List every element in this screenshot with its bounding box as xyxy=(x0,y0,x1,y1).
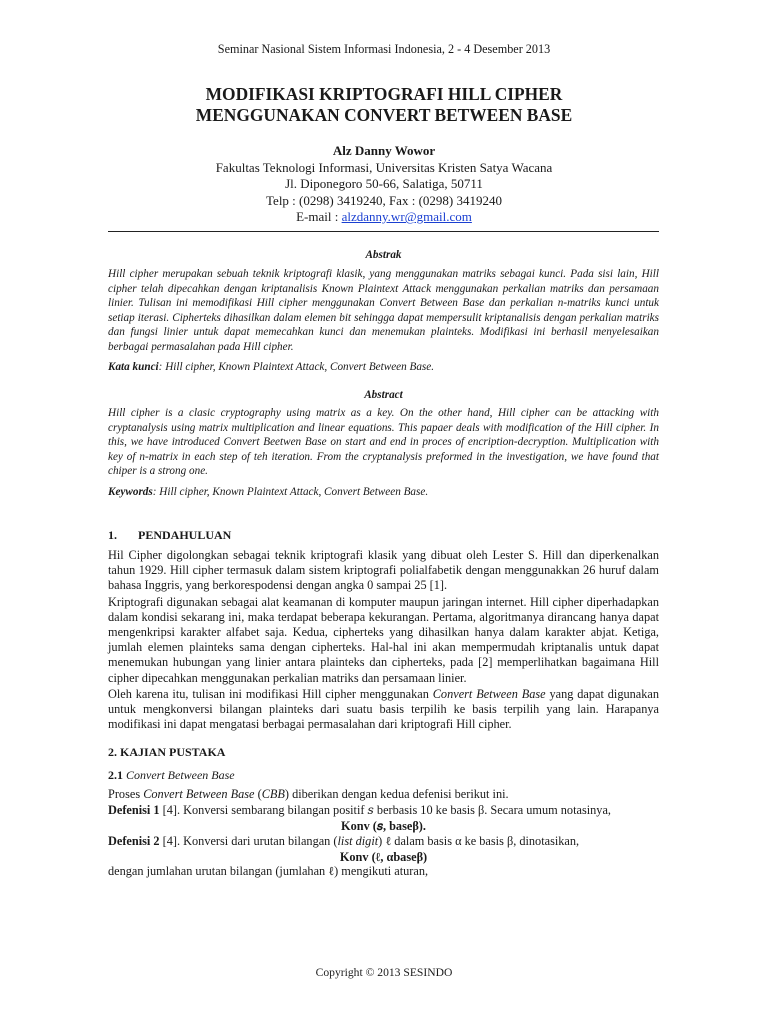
author-affiliation: Fakultas Teknologi Informasi, Universitas Kristen Satya Wacana xyxy=(215,159,553,175)
intro-paren: ( xyxy=(254,787,262,801)
summation-rule-line: dengan jumlahan urutan bilangan (jumlahan ℓ) mengikuti aturan, xyxy=(108,864,429,878)
copyright-footer: Copyright © 2013 SESINDO xyxy=(315,966,453,979)
paper-title xyxy=(0,84,768,126)
paragraph-3-end: yang dapat digunakan untuk mengkonversi bilangan plainteks dari suatu basis terpilih ke basis terpilih yang lain. Harapanya modifikasi ini dapat mengatasi berbagai permasalahan dari kriptografi Hill cipher. xyxy=(108,686,659,732)
abstrak-heading: Abstrak xyxy=(365,249,402,261)
intro-term: Convert Between Base xyxy=(143,787,255,801)
definition-1-formula: Konv (𝑠, baseβ). xyxy=(341,819,426,833)
author-name: Alz Danny Wowor xyxy=(332,143,436,158)
definition-2-formula: Konv (ℓ, αbaseβ) xyxy=(339,850,428,864)
abstrak-text: Hill cipher merupakan sebuah teknik kriptografi klasik, yang menggunakan matriks sebagai kunci. Pada sisi lain, Hill cipher telah dipecahkan dengan kriptanalisis Known Plaintext Attack menggunakan perkalian matriks dan persamaan linier. Tulisan ini memodifikasi Hill cipher menggunakan Convert Between Base dan perkalian n-matriks kunci untuk setiap iterasi. Cipherteks dihasilkan dalam elemen bit sehingga dapat mempersulit kriptanalisis dengan perkalian matriks dan fungsi linier untuk dapat memecahkan kunci dan menemukan plainteks. Modifikasi ini berhasil menyelesaikan berbagai permasalahan pada Hill cipher. xyxy=(108,268,659,353)
subsection-2-1-heading xyxy=(108,768,235,783)
definition-1-text: [4]. Konversi sembarang bilangan positif 𝑠 berbasis 10 ke basis β. Secara umum notasinya, xyxy=(159,803,611,817)
email-label: E-mail : xyxy=(296,209,342,224)
kata-kunci-label: Kata kunci xyxy=(108,361,159,373)
author-block xyxy=(0,143,768,226)
paragraph-3-term: Convert Between Base xyxy=(432,686,546,701)
keywords-label: Keywords xyxy=(108,486,153,498)
keywords-text: : Hill cipher, Known Plaintext Attack, Convert Between Base. xyxy=(152,486,429,498)
running-header: Seminar Nasional Sistem Informasi Indonesia, 2 - 4 Desember 2013 xyxy=(217,42,551,56)
definition-2-text-b: ) ℓ dalam basis α ke basis β, dinotasikan, xyxy=(378,834,580,848)
intro-start: Proses xyxy=(108,787,144,801)
abstract-heading: Abstract xyxy=(364,389,403,401)
section-1-heading: 1. PENDAHULUAN xyxy=(108,528,232,542)
paragraph-3 xyxy=(108,687,659,733)
paragraph-1: Hil Cipher digolongkan sebagai teknik kriptografi klasik yang dibuat oleh Lester S. Hill dan diperkenalkan tahun 1929. Hill cipher termasuk dalam sistem kriptografi polialfabetik dengan menggunakkan 26 huruf dalam bahasa Inggris, yang berkorespodensi dengan angka 0 sampai 25 [1]. xyxy=(108,548,659,593)
title-line-1: MODIFIKASI KRIPTOGRAFI HILL CIPHER xyxy=(205,84,563,104)
definition-1 xyxy=(108,803,668,818)
paragraph-3-start: Oleh karena itu, tulisan ini modifikasi Hill cipher menggunakan xyxy=(108,686,433,701)
cbb-intro xyxy=(108,787,668,802)
definition-1-label: Defenisi 1 xyxy=(108,803,160,817)
email-link[interactable]: alzdanny.wr@gmail.com xyxy=(341,209,472,224)
definition-2-term: list digit xyxy=(337,834,379,848)
author-address: Jl. Diponegoro 50-66, Salatiga, 50711 xyxy=(285,176,483,191)
header-divider xyxy=(108,231,659,232)
keywords-line xyxy=(108,486,659,498)
author-email-line xyxy=(0,209,768,226)
abstract-text: Hill cipher is a clasic cryptography using matrix as a key. On the other hand, Hill cipher can be attacking with cryptanalysis using matrix multiplication and linear equations. This papaer deals with modification of the Hill cipher. In this, we have introduced Convert Beetwen Base on start and end in proces of encription-decryption. Multiplication with key of n-matrix in each step of teh iteration. From the cryptanalysis preformed in the investigation, we have found that chiper is a strong one. xyxy=(108,407,659,478)
section-2-heading: 2. KAJIAN PUSTAKA xyxy=(108,745,226,759)
definition-2-label: Defenisi 2 xyxy=(108,834,160,848)
intro-end: ) diberikan dengan kedua defenisi berikut ini. xyxy=(284,787,509,801)
author-phone: Telp : (0298) 3419240, Fax : (0298) 3419240 xyxy=(266,192,502,208)
title-line-2: MENGGUNAKAN CONVERT BETWEEN BASE xyxy=(195,105,573,125)
section-1-body xyxy=(108,548,659,733)
definition-2 xyxy=(108,834,668,849)
definition-2-text-a: [4]. Konversi dari urutan bilangan ( xyxy=(159,834,338,848)
kata-kunci-line xyxy=(108,361,659,373)
kata-kunci-text: : Hill cipher, Known Plaintext Attack, Convert Between Base. xyxy=(158,361,435,373)
subsection-number: 2.1 xyxy=(108,768,126,782)
paragraph-2: Kriptografi digunakan sebagai alat keamanan di komputer maupun jaringan internet. Hill cipher diperhadapkan dalam kondisi sekarang ini, maka terdapat beberapa kekurangan. Pertama, algoritmanya dirancang hanya dapat mengenkripsi karakter alfabet saja. Kedua, cipherteks yang dihasilkan hanya dalam karakter abjat. Ketiga, jumlah elemen plainteks sama dengan cipherteks. Hal-hal ini akan mempermudah kriptanalis untuk dapat menemukan hubungan yang linier antara plainteks dan cipherteks, pada [2] memperlihatkan bagaimana Hill cipher dipecahkan menggunakan perkalian matriks dan persamaan linier. xyxy=(108,594,659,685)
intro-abbrev: CBB xyxy=(261,787,285,801)
subsection-title: Convert Between Base xyxy=(126,768,235,782)
